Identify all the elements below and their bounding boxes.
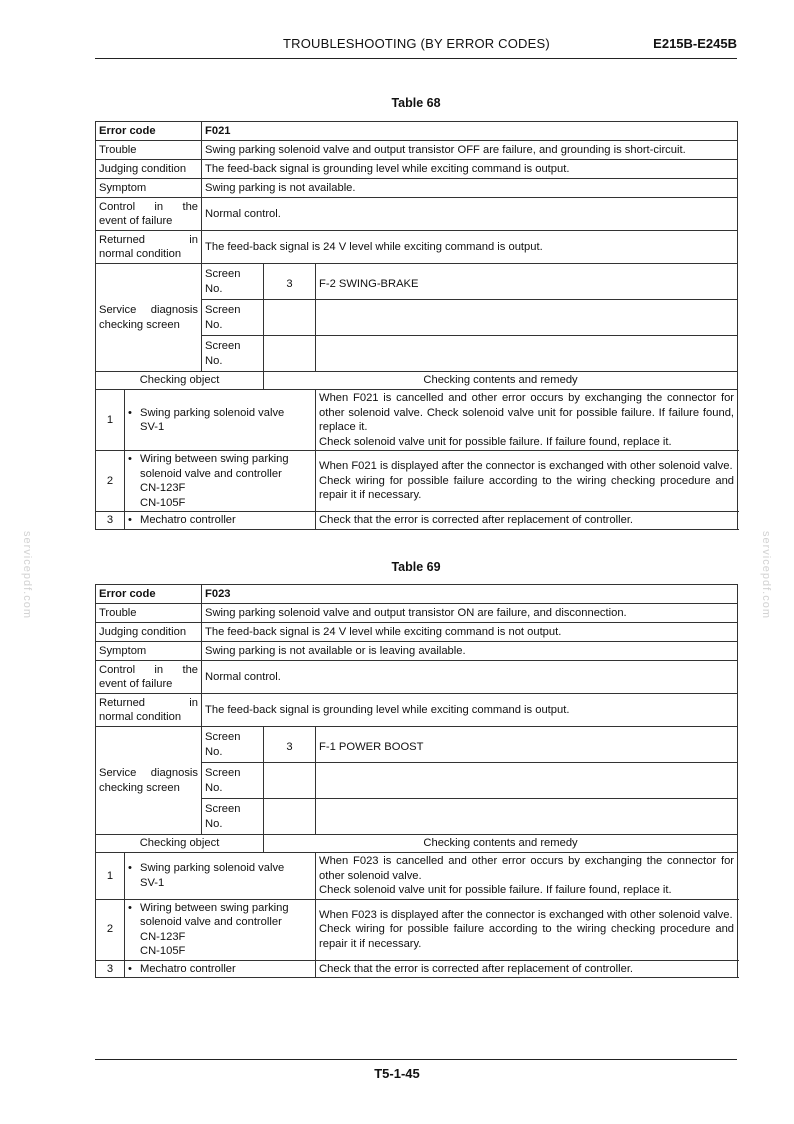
check-object <box>125 853 316 900</box>
judging-condition-value: The feed-back signal is grounding level while exciting command is output. <box>202 160 738 179</box>
screen-row <box>96 264 738 300</box>
control-in-failure-label-line-1: Control in the <box>99 200 199 213</box>
checking-contents-header: Checking contents and remedy <box>264 835 738 853</box>
returned-normal-label <box>96 231 202 264</box>
screen-number: 3 <box>264 264 316 300</box>
service-diagnosis-line-2: checking screen <box>99 318 180 331</box>
check-row <box>96 390 738 451</box>
check-number: 2 <box>96 451 125 512</box>
check-remedy-paragraph: Check wiring for possible failure according to the wiring checking procedure and repair it if necessary. <box>319 923 735 950</box>
bullet-icon: • <box>128 453 132 465</box>
watermark-left: servicepdf.com <box>21 531 33 619</box>
symptom-row <box>96 642 738 661</box>
check-object-line: SV-1 <box>140 421 165 433</box>
check-object-line: Wiring between swing parking <box>140 901 289 914</box>
judging-condition-label: Judging condition <box>96 160 202 179</box>
trouble-value: Swing parking solenoid valve and output transistor ON are failure, and disconnection. <box>202 604 738 623</box>
bullet-icon: • <box>128 406 132 419</box>
screen-label-line-2: No. <box>205 817 223 830</box>
check-object <box>125 390 316 451</box>
symptom-label: Symptom <box>96 642 202 661</box>
judging-condition-row <box>96 623 738 642</box>
bullet-icon: • <box>128 514 132 526</box>
check-remedy <box>316 899 738 960</box>
check-remedy-paragraph: When F021 is displayed after the connector is exchanged with other solenoid valve. <box>319 460 733 473</box>
trouble-label: Trouble <box>96 604 202 623</box>
trouble-label: Trouble <box>96 141 202 160</box>
service-diagnosis-line-1: Service diagnosis <box>99 767 199 779</box>
error-code-value: F023 <box>202 585 738 604</box>
check-remedy <box>316 960 738 978</box>
returned-normal-value: The feed-back signal is grounding level while exciting command is output. <box>202 694 738 727</box>
control-in-failure-label-line-1: Control in the <box>99 663 199 676</box>
header-title: TROUBLESHOOTING (BY ERROR CODES) <box>283 36 550 51</box>
check-number: 3 <box>96 512 125 530</box>
screen-number: 3 <box>264 727 316 763</box>
returned-normal-label-line-2: normal condition <box>99 248 182 260</box>
screen-label-line-1: Screen <box>205 731 241 743</box>
control-in-failure-value: Normal control. <box>202 198 738 231</box>
returned-normal-label <box>96 694 202 727</box>
check-object-line: SV-1 <box>140 876 165 889</box>
screen-name <box>316 300 738 336</box>
check-remedy <box>316 512 738 530</box>
header-rule <box>95 58 737 59</box>
control-in-failure-label <box>96 198 202 231</box>
bullet-icon: • <box>128 962 132 975</box>
returned-normal-row <box>96 231 738 264</box>
symptom-label: Symptom <box>96 179 202 198</box>
screen-number <box>264 763 316 799</box>
control-in-failure-label-line-2: event of failure <box>99 678 173 690</box>
check-object-line: Mechatro controller <box>140 514 236 526</box>
error-code-row <box>96 122 738 141</box>
screen-row <box>96 727 738 763</box>
table-69-caption: Table 69 <box>391 560 441 574</box>
screen-label-line-1: Screen <box>205 767 241 779</box>
check-object-line: CN-123F <box>140 482 186 494</box>
check-number: 2 <box>96 899 125 960</box>
check-row <box>96 960 738 978</box>
screen-label-line-2: No. <box>205 745 223 758</box>
control-in-failure-value: Normal control. <box>202 661 738 694</box>
table-68-caption: Table 68 <box>391 96 441 110</box>
check-remedy-paragraph: Check solenoid valve unit for possible failure. If failure found, replace it. <box>319 435 672 448</box>
checking-header-row <box>96 835 738 853</box>
bullet-icon: • <box>128 901 132 914</box>
control-in-failure-row <box>96 661 738 694</box>
check-remedy <box>316 853 738 900</box>
screen-label-line-1: Screen <box>205 268 241 280</box>
check-object-bullet <box>128 452 312 467</box>
service-diagnosis-line-1: Service diagnosis <box>99 304 199 316</box>
checking-contents-header: Checking contents and remedy <box>264 372 738 390</box>
check-object-line: solenoid valve and controller <box>140 467 282 480</box>
check-number: 1 <box>96 390 125 451</box>
service-diagnosis-line-2: checking screen <box>99 781 180 794</box>
check-object-bullet <box>128 962 312 977</box>
check-row <box>96 451 738 512</box>
service-diagnosis-label <box>96 727 202 835</box>
symptom-value: Swing parking is not available. <box>202 179 738 198</box>
screen-number <box>264 300 316 336</box>
check-remedy-paragraph: Check that the error is corrected after replacement of controller. <box>319 962 634 975</box>
screen-name <box>316 336 738 372</box>
error-code-label: Error code <box>96 585 202 604</box>
check-remedy-paragraph: When F021 is cancelled and other error occurs by exchanging the connector for other solenoid valve. Check solenoid valve unit for possible failure. If failure found, replace it. <box>319 392 735 433</box>
screen-label-line-1: Screen <box>205 304 241 316</box>
judging-condition-value: The feed-back signal is 24 V level while exciting command is not output. <box>202 623 738 642</box>
returned-normal-label-line-1: Returned in <box>99 696 199 709</box>
control-in-failure-label-line-2: event of failure <box>99 215 173 227</box>
check-object-line: Wiring between swing parking <box>140 453 289 465</box>
check-object-line: CN-105F <box>140 496 186 509</box>
check-row <box>96 853 738 900</box>
returned-normal-value: The feed-back signal is 24 V level while exciting command is output. <box>202 231 738 264</box>
checking-object-header: Checking object <box>96 372 264 390</box>
check-object <box>125 512 316 530</box>
returned-normal-row <box>96 694 738 727</box>
check-remedy <box>316 390 738 451</box>
judging-condition-label: Judging condition <box>96 623 202 642</box>
header-model: E215B-E245B <box>653 36 737 51</box>
error-table-f023 <box>95 584 738 978</box>
check-object-line: Mechatro controller <box>140 962 236 975</box>
symptom-row <box>96 179 738 198</box>
check-object <box>125 899 316 960</box>
error-code-value: F021 <box>202 122 738 141</box>
check-remedy-paragraph: Check that the error is corrected after replacement of controller. <box>319 514 634 526</box>
check-object <box>125 960 316 978</box>
screen-number <box>264 336 316 372</box>
check-row <box>96 899 738 960</box>
screen-label-line-2: No. <box>205 781 223 794</box>
bullet-icon: • <box>128 862 132 875</box>
screen-label-line-1: Screen <box>205 340 241 352</box>
screen-label-line-2: No. <box>205 318 223 331</box>
screen-name: F-2 SWING-BRAKE <box>316 264 738 300</box>
returned-normal-label-line-2: normal condition <box>99 711 182 723</box>
check-remedy-paragraph: Check wiring for possible failure according to the wiring checking procedure and repair it if necessary. <box>319 474 735 502</box>
screen-name: F-1 POWER BOOST <box>316 727 738 763</box>
returned-normal-label-line-1: Returned in <box>99 233 199 246</box>
trouble-row <box>96 141 738 160</box>
error-code-row <box>96 585 738 604</box>
check-object-line: Swing parking solenoid valve <box>140 862 285 875</box>
checking-object-header: Checking object <box>96 835 264 853</box>
screen-label <box>202 336 264 372</box>
check-object-bullet <box>128 406 312 421</box>
error-code-label: Error code <box>96 122 202 141</box>
screen-label-line-1: Screen <box>205 803 241 815</box>
screen-name <box>316 763 738 799</box>
check-object-bullet <box>128 513 312 528</box>
footer-rule <box>95 1059 737 1060</box>
checking-header-row <box>96 372 738 390</box>
check-number: 1 <box>96 853 125 900</box>
watermark-right: servicepdf.com <box>760 531 772 619</box>
check-row <box>96 512 738 530</box>
check-number: 3 <box>96 960 125 978</box>
trouble-row <box>96 604 738 623</box>
check-object-bullet <box>128 901 312 916</box>
check-remedy-paragraph: Check solenoid valve unit for possible failure. If failure found, replace it. <box>319 884 672 896</box>
screen-label <box>202 727 264 763</box>
screen-number <box>264 799 316 835</box>
control-in-failure-row <box>96 198 738 231</box>
control-in-failure-label <box>96 661 202 694</box>
screen-name <box>316 799 738 835</box>
judging-condition-row <box>96 160 738 179</box>
screen-label <box>202 264 264 300</box>
check-object-bullet <box>128 861 312 876</box>
screen-label <box>202 799 264 835</box>
service-diagnosis-label <box>96 264 202 372</box>
trouble-value: Swing parking solenoid valve and output transistor OFF are failure, and grounding is short-circuit. <box>202 141 738 160</box>
check-object-line: solenoid valve and controller <box>140 916 282 928</box>
check-object-line: CN-105F <box>140 945 186 957</box>
screen-label <box>202 300 264 336</box>
check-object-line: Swing parking solenoid valve <box>140 406 285 419</box>
check-object-line: CN-123F <box>140 930 186 943</box>
screen-label-line-2: No. <box>205 282 223 295</box>
page-number: T5-1-45 <box>374 1066 420 1081</box>
symptom-value: Swing parking is not available or is leaving available. <box>202 642 738 661</box>
check-remedy-paragraph: When F023 is displayed after the connector is exchanged with other solenoid valve. <box>319 908 733 921</box>
check-object <box>125 451 316 512</box>
screen-label-line-2: No. <box>205 354 223 367</box>
error-table-f021 <box>95 121 738 530</box>
screen-label <box>202 763 264 799</box>
check-remedy-paragraph: When F023 is cancelled and other error occurs by exchanging the connector for other solenoid valve. <box>319 855 735 882</box>
check-remedy <box>316 451 738 512</box>
